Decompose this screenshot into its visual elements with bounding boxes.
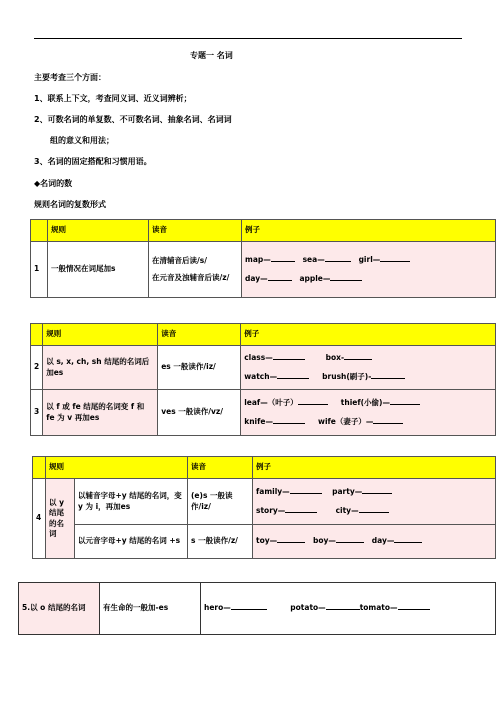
answer-blank[interactable] (277, 536, 305, 543)
answer-blank[interactable] (273, 417, 305, 424)
note-cell: 有生命的一般加-es (100, 583, 201, 635)
row-number: 2 (31, 346, 43, 390)
answer-blank[interactable] (290, 487, 322, 494)
example-word: toy— (256, 536, 278, 546)
example-cell (242, 242, 496, 298)
intro-line: 2、可数名词的单复数、不可数名词、抽象名词、名词词 (34, 115, 232, 124)
example-word: party— (332, 487, 363, 497)
intro-line: 3、名词的固定搭配和习惯用语。 (34, 157, 152, 166)
example-word: box- (325, 353, 345, 363)
example-word: girl— (358, 255, 381, 265)
rule-cell: 一般情况在词尾加s (48, 242, 149, 298)
row-number: 3 (31, 390, 43, 436)
intro-line: 组的意义和用法； (50, 136, 114, 145)
example-word: thief(小偷)— (340, 398, 390, 408)
example-word: class— (244, 353, 273, 363)
example-word: hero— (204, 603, 231, 613)
example-word: leaf—（叶子） (244, 398, 298, 408)
example-cell (241, 390, 496, 436)
example-cell (253, 525, 496, 559)
answer-blank[interactable] (231, 603, 267, 610)
header-sound: 读音 (188, 457, 253, 479)
intro-line: 主要考查三个方面： (34, 73, 106, 82)
header-rule: 规则 (46, 457, 188, 479)
answer-blank[interactable] (371, 372, 405, 379)
row-number: 4 (33, 479, 46, 559)
sound-cell: ves 一般读作/vz/ (158, 390, 241, 436)
answer-blank[interactable] (330, 274, 362, 281)
example-word: wife（妻子）— (318, 416, 374, 426)
sound-cell: es 一般读作/iz/ (158, 346, 241, 390)
header-sound: 读音 (149, 220, 242, 242)
header-blank (31, 220, 48, 242)
top-rule (34, 38, 462, 39)
answer-blank[interactable] (336, 536, 364, 543)
sound-cell: s 一般读作/z/ (188, 525, 253, 559)
plural-rule-table-2 (30, 323, 496, 436)
answer-blank[interactable] (373, 417, 403, 424)
answer-blank[interactable] (380, 255, 410, 262)
answer-blank[interactable] (344, 353, 372, 360)
plural-rule-table-1 (30, 219, 496, 298)
header-rule: 规则 (48, 220, 149, 242)
answer-blank[interactable] (273, 353, 305, 360)
example-word: potato— (290, 603, 326, 613)
sound-line: 在元音及浊辅音后读/z/ (152, 272, 230, 282)
section-subheading: 规则名词的复数形式 (34, 200, 106, 209)
plural-rule-table-3 (32, 456, 496, 559)
rule-cell: 以元音字母+y 结尾的名词 +s (75, 525, 188, 559)
answer-blank[interactable] (325, 255, 351, 262)
example-word: boy— (312, 536, 336, 546)
example-word: story— (256, 505, 286, 515)
group-cell: 以 y 结尾的名词 (46, 479, 75, 559)
answer-blank[interactable] (277, 372, 309, 379)
answer-blank[interactable] (398, 603, 430, 610)
header-example: 例子 (241, 324, 496, 346)
example-word: watch— (244, 371, 278, 381)
answer-blank[interactable] (285, 506, 317, 513)
example-word: city— (335, 505, 359, 515)
example-word: brush(刷子)- (322, 371, 372, 381)
sound-cell: (e)s 一般读作/iz/ (188, 479, 253, 525)
rule-cell: 以 s, x, ch, sh 结尾的名词后加es (43, 346, 158, 390)
sound-line: 在清辅音后读/s/ (152, 256, 207, 266)
example-cell (253, 479, 496, 525)
page-title: 专题一 名词 (190, 51, 233, 60)
example-word: day— (371, 536, 395, 546)
header-sound: 读音 (158, 324, 241, 346)
example-cell (201, 583, 496, 635)
answer-blank[interactable] (298, 398, 328, 405)
example-cell (241, 346, 496, 390)
header-blank (31, 324, 43, 346)
rule-cell: 以 f 或 fe 结尾的名词变 f 和 fe 为 v 再加es (43, 390, 158, 436)
rule-cell: 以辅音字母+y 结尾的名词，变 y 为 i，再加es (75, 479, 188, 525)
plural-rule-table-4 (18, 582, 496, 635)
example-word: family— (256, 487, 290, 497)
answer-blank[interactable] (394, 536, 422, 543)
answer-blank[interactable] (359, 506, 389, 513)
header-rule: 规则 (43, 324, 158, 346)
example-word: day— (245, 273, 268, 283)
example-word: tomato— (359, 603, 398, 613)
answer-blank[interactable] (390, 398, 420, 405)
example-word: knife— (244, 416, 273, 426)
answer-blank[interactable] (362, 487, 392, 494)
header-example: 例子 (242, 220, 496, 242)
answer-blank[interactable] (326, 603, 360, 610)
answer-blank[interactable] (271, 255, 295, 262)
rule-cell: 5.以 o 结尾的名词 (19, 583, 100, 635)
answer-blank[interactable] (268, 274, 292, 281)
example-word: sea— (302, 255, 325, 265)
section-heading: ◆名词的数 (34, 179, 73, 188)
example-word: apple— (299, 273, 331, 283)
sound-cell (149, 242, 242, 298)
example-word: map— (245, 255, 271, 265)
header-example: 例子 (253, 457, 496, 479)
row-number: 1 (31, 242, 48, 298)
intro-line: 1、联系上下文，考查同义词、近义词辨析； (34, 94, 192, 103)
header-blank (33, 457, 46, 479)
